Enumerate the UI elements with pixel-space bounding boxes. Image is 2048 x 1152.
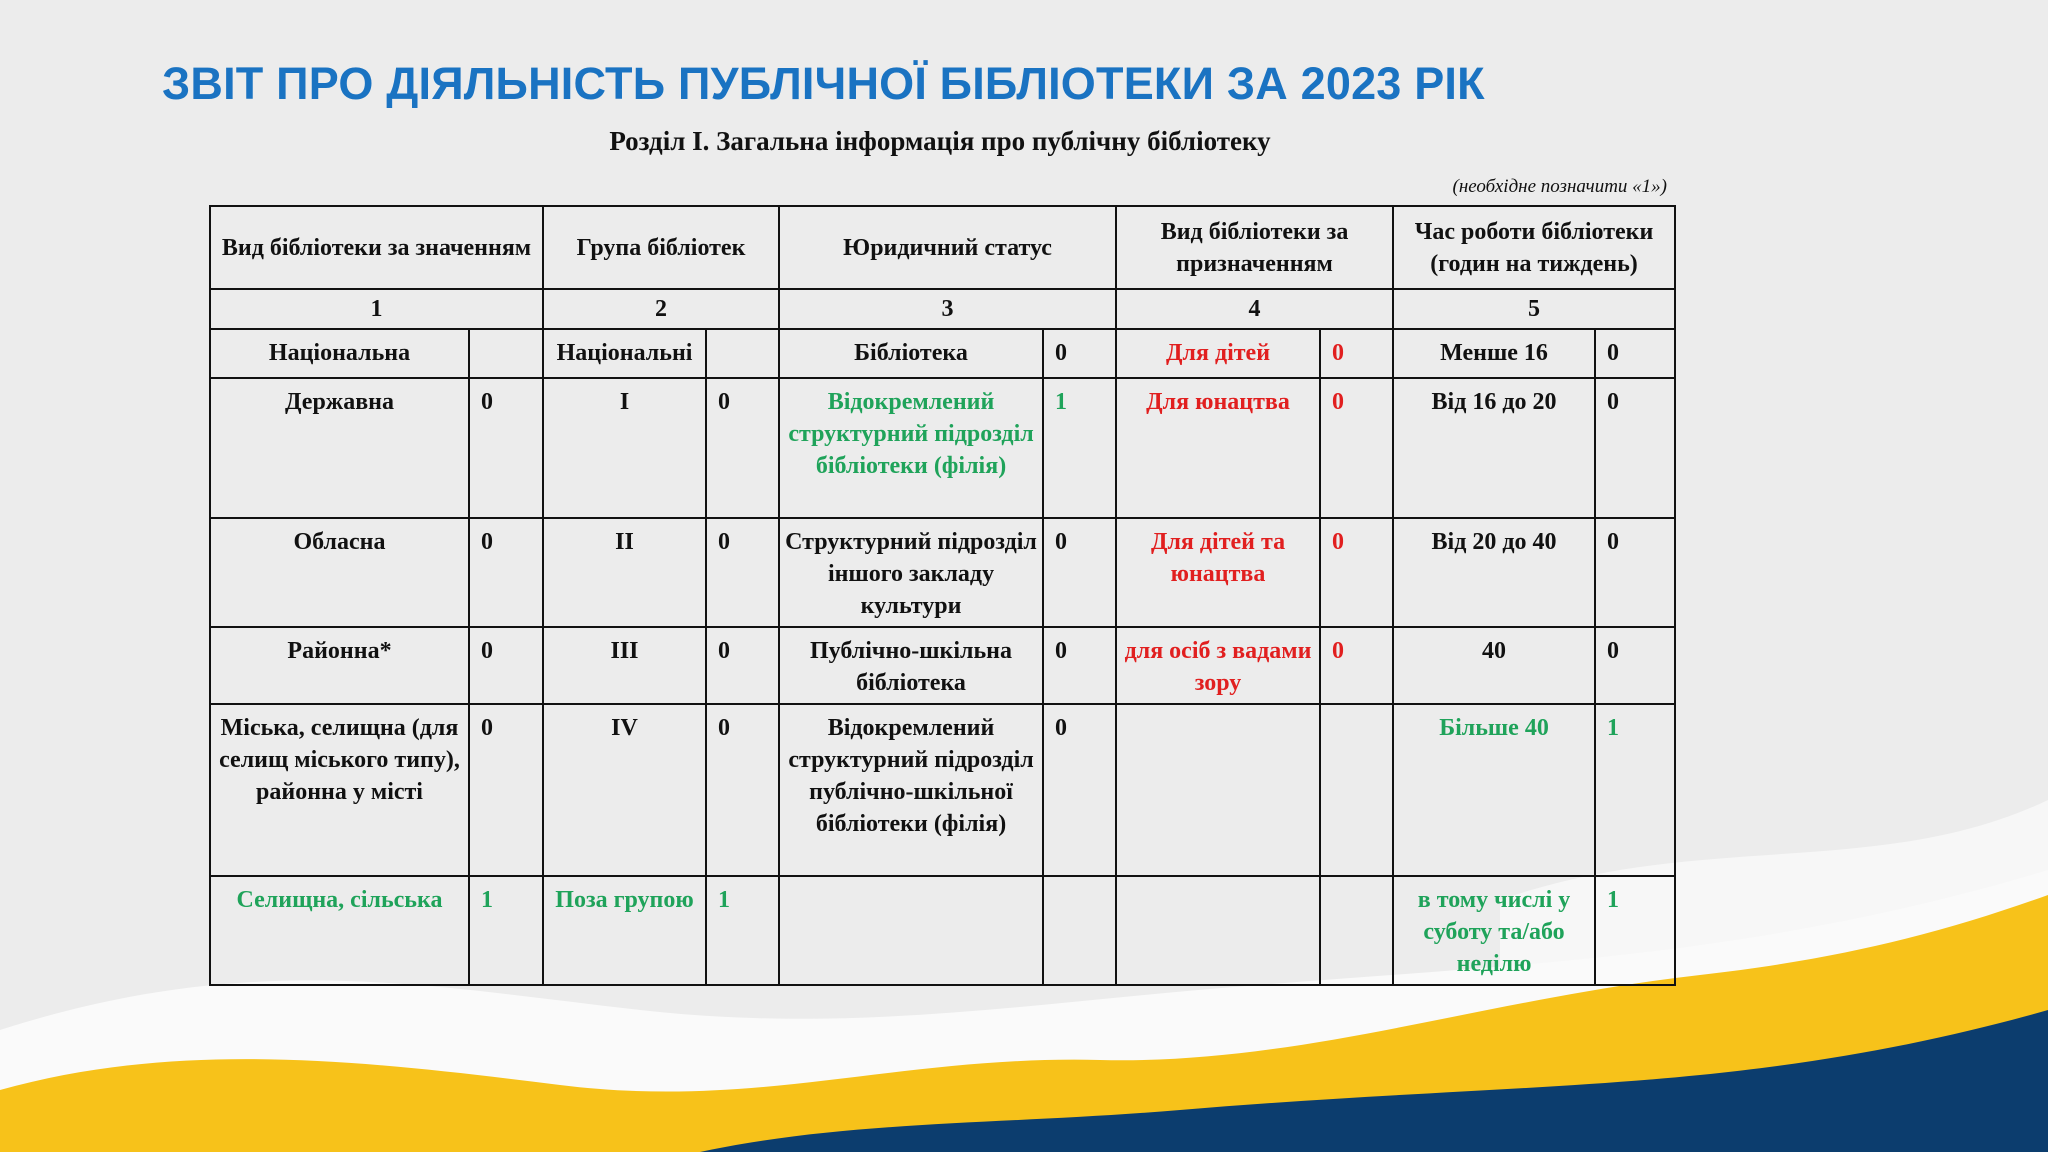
header-cell: Юридичний статус [779, 206, 1116, 289]
column-number: 1 [210, 289, 543, 329]
value-cell: 0 [1595, 627, 1675, 704]
value-cell: 1 [469, 876, 543, 985]
value-cell: 0 [1320, 329, 1393, 378]
column-number: 2 [543, 289, 779, 329]
header-cell: Вид бібліотеки за призначенням [1116, 206, 1393, 289]
value-cell: 0 [1043, 329, 1116, 378]
library-group: Поза групою [543, 876, 706, 985]
legal-status: Відокремлений структурний підрозділ публічно-шкільної бібліотеки (філія) [779, 704, 1043, 876]
instruction-note: (необхідне позначити «1») [1452, 176, 1667, 197]
legal-status: Структурний підрозділ іншого закладу культури [779, 518, 1043, 627]
value-cell: 1 [1595, 704, 1675, 876]
table-row [210, 329, 1675, 378]
value-cell: 0 [1595, 518, 1675, 627]
table-row [210, 704, 1675, 876]
value-cell: 0 [1043, 518, 1116, 627]
library-info-table [209, 205, 1676, 986]
library-group: I [543, 378, 706, 518]
library-group: III [543, 627, 706, 704]
type-by-purpose: Для дітей та юнацтва [1116, 518, 1320, 627]
working-hours: Від 16 до 20 [1393, 378, 1595, 518]
table-row [210, 876, 1675, 985]
type-by-significance: Державна [210, 378, 469, 518]
value-cell: 0 [706, 378, 779, 518]
table-row [210, 627, 1675, 704]
library-group: Національні [543, 329, 706, 378]
working-hours: Більше 40 [1393, 704, 1595, 876]
library-group: IV [543, 704, 706, 876]
type-by-purpose: Для дітей [1116, 329, 1320, 378]
value-cell: 0 [706, 518, 779, 627]
type-by-significance: Селищна, сільська [210, 876, 469, 985]
header-row [210, 206, 1675, 289]
value-cell: 0 [1595, 378, 1675, 518]
legal-status [779, 876, 1043, 985]
working-hours: в тому числі у суботу та/або неділю [1393, 876, 1595, 985]
value-cell: 0 [1320, 518, 1393, 627]
value-cell: 0 [469, 378, 543, 518]
value-cell: 0 [469, 518, 543, 627]
value-cell [1043, 876, 1116, 985]
working-hours: Менше 16 [1393, 329, 1595, 378]
value-cell: 0 [706, 704, 779, 876]
type-by-purpose: Для юнацтва [1116, 378, 1320, 518]
column-number-row [210, 289, 1675, 329]
table-row [210, 518, 1675, 627]
column-number: 3 [779, 289, 1116, 329]
value-cell [1320, 876, 1393, 985]
column-number: 4 [1116, 289, 1393, 329]
value-cell [469, 329, 543, 378]
legal-status: Публічно-шкільна бібліотека [779, 627, 1043, 704]
header-cell: Вид бібліотеки за значенням [210, 206, 543, 289]
working-hours: Від 20 до 40 [1393, 518, 1595, 627]
page-title: ЗВІТ ПРО ДІЯЛЬНІСТЬ ПУБЛІЧНОЇ БІБЛІОТЕКИ ЗА 2023 РІК [162, 58, 1485, 109]
value-cell: 0 [1043, 627, 1116, 704]
value-cell: 0 [469, 704, 543, 876]
library-group: II [543, 518, 706, 627]
value-cell: 0 [1043, 704, 1116, 876]
type-by-purpose [1116, 876, 1320, 985]
type-by-significance: Національна [210, 329, 469, 378]
value-cell: 0 [706, 627, 779, 704]
value-cell: 1 [1043, 378, 1116, 518]
value-cell: 0 [1595, 329, 1675, 378]
working-hours: 40 [1393, 627, 1595, 704]
type-by-significance: Обласна [210, 518, 469, 627]
type-by-purpose: для осіб з вадами зору [1116, 627, 1320, 704]
value-cell: 1 [1595, 876, 1675, 985]
legal-status: Відокремлений структурний підрозділ бібліотеки (філія) [779, 378, 1043, 518]
legal-status: Бібліотека [779, 329, 1043, 378]
type-by-significance: Районна* [210, 627, 469, 704]
value-cell: 0 [1320, 378, 1393, 518]
header-cell: Група бібліотек [543, 206, 779, 289]
value-cell [706, 329, 779, 378]
type-by-significance: Міська, селищна (для селищ міського типу), районна у місті [210, 704, 469, 876]
header-cell: Час роботи бібліотеки (годин на тиждень) [1393, 206, 1675, 289]
column-number: 5 [1393, 289, 1675, 329]
value-cell [1320, 704, 1393, 876]
section-subtitle: Розділ I. Загальна інформація про публічну бібліотеку [609, 126, 1271, 156]
value-cell: 0 [469, 627, 543, 704]
value-cell: 1 [706, 876, 779, 985]
value-cell: 0 [1320, 627, 1393, 704]
type-by-purpose [1116, 704, 1320, 876]
table-row [210, 378, 1675, 518]
